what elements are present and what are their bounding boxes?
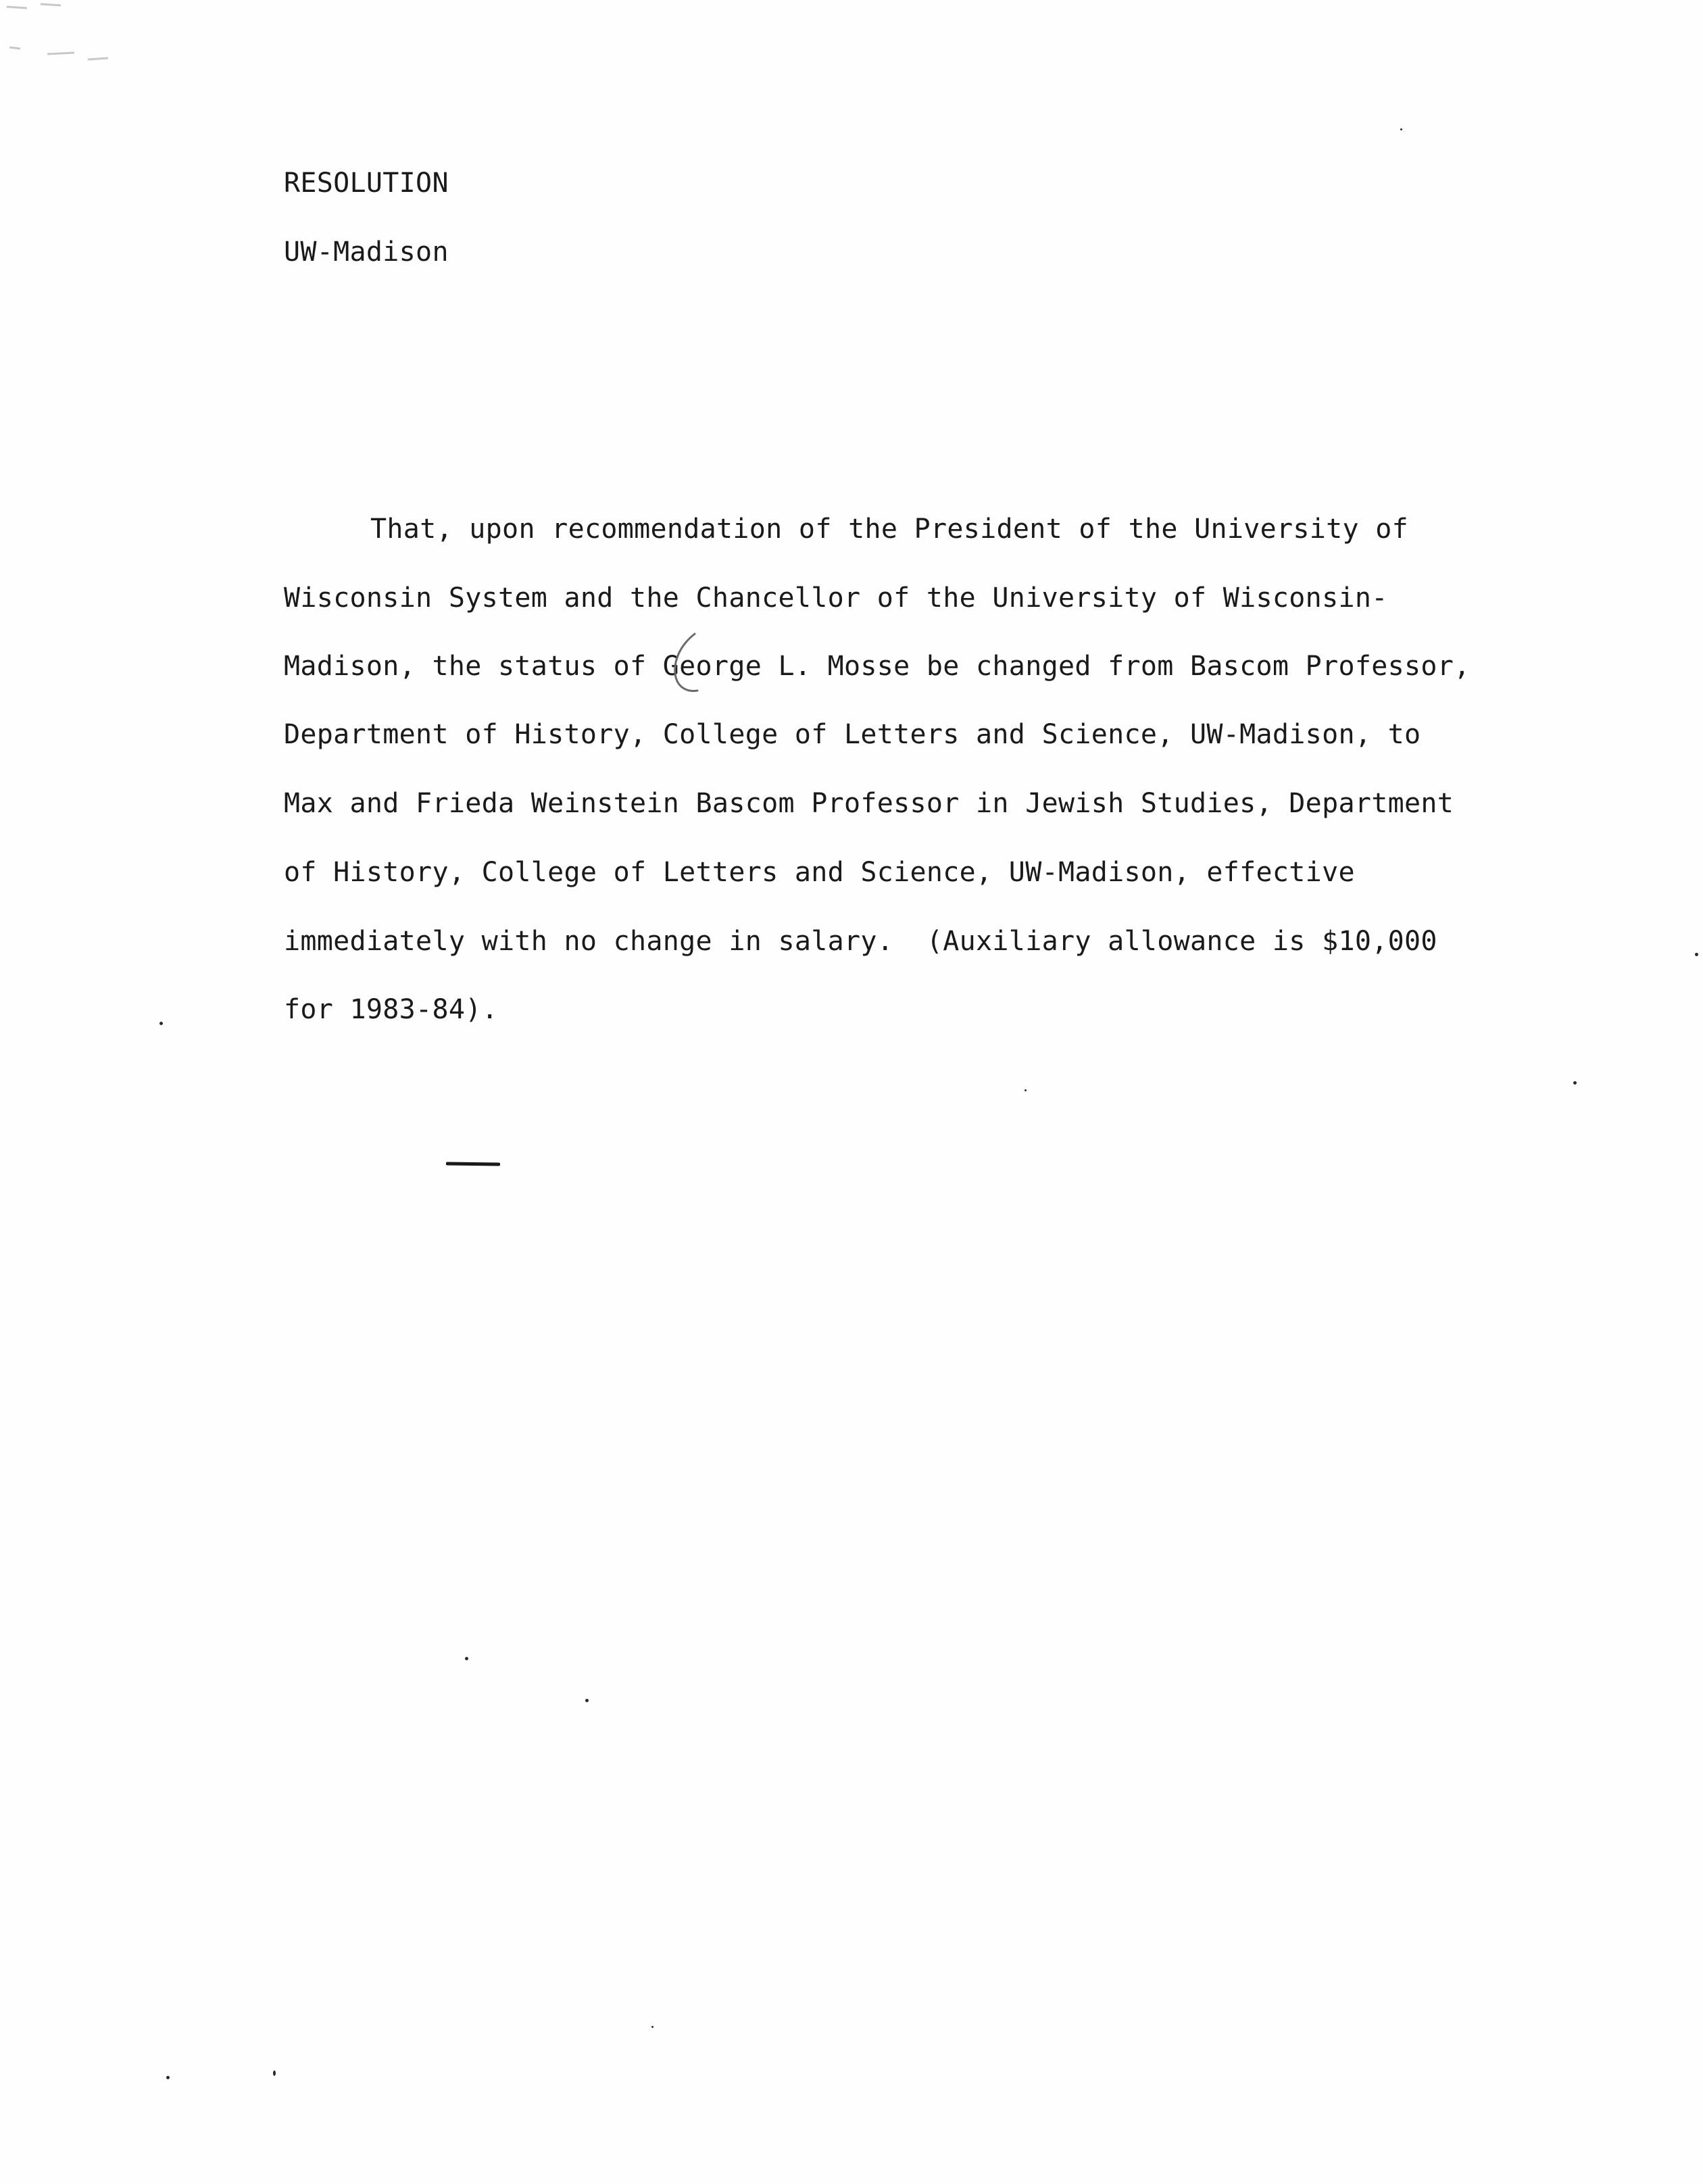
paper-speck — [585, 1699, 589, 1702]
body-line-4: Department of History, College of Letters and Science, UW-Madison, to — [284, 719, 1421, 750]
paper-speck — [1025, 1089, 1027, 1091]
body-line-3: Madison, the status of George L. Mosse be changed from Bascom Professor, — [284, 651, 1471, 682]
paper-speck — [166, 2076, 170, 2079]
corner-smudge-mark — [0, 0, 135, 74]
body-line-8: for 1983-84). — [284, 994, 498, 1025]
body-line-2: Wisconsin System and the Chancellor of the University of Wisconsin- — [284, 582, 1388, 614]
body-line-6: of History, College of Letters and Science, UW-Madison, effective — [284, 857, 1355, 888]
paper-speck — [1695, 953, 1698, 956]
resolution-title: RESOLUTION — [284, 168, 449, 199]
paper-speck — [1400, 128, 1402, 130]
paper-speck — [159, 1022, 163, 1025]
paper-speck — [1573, 1081, 1577, 1085]
paper-speck — [465, 1657, 468, 1660]
campus-label: UW-Madison — [284, 237, 449, 268]
body-line-7: immediately with no change in salary. (Auxiliary allowance is $10,000 — [284, 926, 1437, 957]
paper-speck — [651, 2026, 653, 2028]
pencil-bracket-mark — [662, 628, 703, 696]
body-line-1: That, upon recommendation of the President of the University of — [370, 514, 1409, 545]
ink-dash-mark — [446, 1161, 500, 1166]
body-line-5: Max and Frieda Weinstein Bascom Professor in Jewish Studies, Department — [284, 788, 1454, 819]
paper-speck — [273, 2070, 276, 2076]
